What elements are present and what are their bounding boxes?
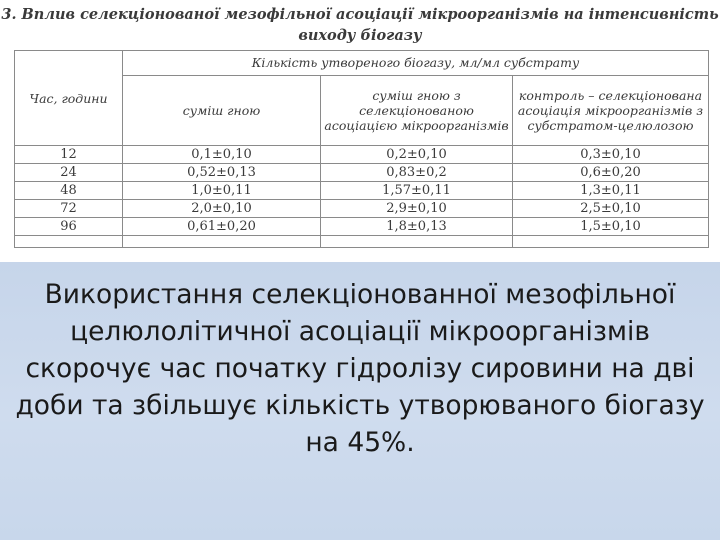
cell-time: 48 xyxy=(15,182,123,200)
cell-v3: 0,6±0,20 xyxy=(513,164,709,182)
table-row xyxy=(15,146,709,164)
cell-v1: 1,0±0,11 xyxy=(123,182,321,200)
table-slide-region xyxy=(0,0,720,262)
cell-v1: 2,0±0,10 xyxy=(123,200,321,218)
table-caption xyxy=(0,4,720,46)
biogas-table xyxy=(14,50,709,248)
cell-v3: 0,3±0,10 xyxy=(513,146,709,164)
cell-v1: 0,52±0,13 xyxy=(123,164,321,182)
header-col2: суміш гною з селекціонованою асоціацією мікроорганізмів xyxy=(321,75,513,145)
cell-time: 24 xyxy=(15,164,123,182)
cell-v3: 1,3±0,11 xyxy=(513,182,709,200)
header-time: Час, години xyxy=(15,51,123,146)
table-row xyxy=(15,218,709,236)
cell-v3: 2,5±0,10 xyxy=(513,200,709,218)
table-row xyxy=(15,200,709,218)
cell-time: 12 xyxy=(15,146,123,164)
cell-v2: 1,8±0,13 xyxy=(321,218,513,236)
cell-v2: 2,9±0,10 xyxy=(321,200,513,218)
cell-v2: 0,2±0,10 xyxy=(321,146,513,164)
conclusion-panel xyxy=(0,262,720,540)
table-header-row-1 xyxy=(15,51,709,76)
cell-v1: 0,61±0,20 xyxy=(123,218,321,236)
table-row xyxy=(15,164,709,182)
cell-v3: 1,5±0,10 xyxy=(513,218,709,236)
cell-time: 72 xyxy=(15,200,123,218)
conclusion-text: Використання селекціонованної мезофільної целюлолітичної асоціації мікроорганізмів скорочує час початку гідролізу сировини на дві доби та збільшує кількість утворюваного біогазу на 45%. xyxy=(15,279,705,458)
cell-v2: 0,83±0,2 xyxy=(321,164,513,182)
cell-time: 96 xyxy=(15,218,123,236)
table-empty-row xyxy=(15,236,709,248)
cell-v1: 0,1±0,10 xyxy=(123,146,321,164)
cell-v2: 1,57±0,11 xyxy=(321,182,513,200)
table-caption-line1: 3. Вплив селекціонованої мезофільної асоціації мікроорганізмів на інтенсивність xyxy=(1,6,719,23)
header-group: Кількість утвореного біогазу, мл/мл субстрату xyxy=(123,51,709,76)
header-col3: контроль – селекціонована асоціація мікроорганізмів з субстратом-целюлозою xyxy=(513,75,709,145)
table-row xyxy=(15,182,709,200)
header-col1: суміш гною xyxy=(123,75,321,145)
table-caption-line2: виходу біогазу xyxy=(298,27,422,44)
